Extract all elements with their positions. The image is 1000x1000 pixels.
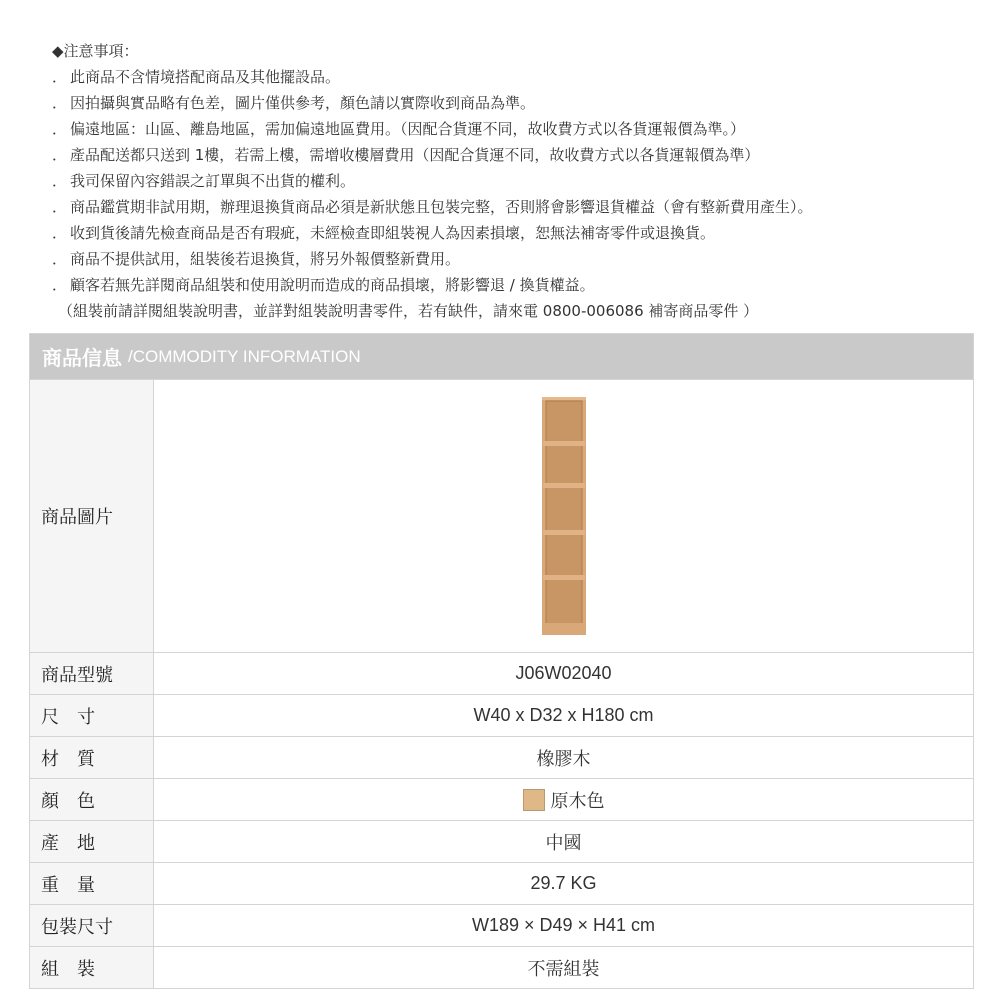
notice-item	[40, 272, 980, 298]
info-row-material	[30, 736, 973, 778]
bookshelf-image	[542, 397, 586, 635]
assembly-footnote: （組裝前請詳閱組裝說明書，並詳對組裝說明書零件，若有缺件，請來電 0800-006086 補寄商品零件 ）	[58, 302, 759, 320]
product-image-cell	[154, 380, 973, 652]
material-value: 橡膠木	[536, 748, 591, 769]
info-row-weight	[30, 862, 973, 904]
image-label: 商品圖片	[30, 380, 154, 652]
notice-heading: ◆注意事項：	[52, 42, 139, 60]
row-label: 顏 色	[30, 779, 154, 820]
size-value: W40 x D32 x H180 cm	[473, 705, 654, 725]
info-row-model	[30, 652, 973, 694]
row-label: 重 量	[30, 863, 154, 904]
notice-bullet: ．	[52, 68, 68, 86]
weight-value: 29.7 KG	[530, 873, 597, 893]
notice-section	[40, 38, 980, 324]
notice-item	[40, 168, 980, 194]
notice-item	[40, 246, 980, 272]
notice-item-text: 我司保留內容錯誤之訂單與不出貨的權利。	[70, 172, 356, 190]
image-row	[30, 379, 973, 652]
notice-item-text: 偏遠地區：山區、離島地區，需加偏遠地區費用。（因配合貨運不同，故收費方式以各貨運報價為準。）	[70, 120, 746, 138]
color-value: 原木色	[550, 790, 605, 811]
info-title-en: /COMMODITY INFORMATION	[128, 346, 361, 366]
color-cell	[154, 779, 973, 820]
notice-bullet: ．	[52, 120, 68, 138]
assembly-value: 不需組裝	[527, 958, 600, 979]
notice-item-text: 收到貨後請先檢查商品是否有瑕疵，未經檢查即組裝視人為因素損壞，恕無法補寄零件或退換貨。	[70, 224, 716, 242]
info-row-size	[30, 694, 973, 736]
notice-item	[40, 194, 980, 220]
package-size-value: W189 × D49 × H41 cm	[471, 915, 656, 935]
notice-bullet: ．	[52, 172, 68, 190]
row-label: 產 地	[30, 821, 154, 862]
notice-item	[40, 64, 980, 90]
notice-item-text: 因拍攝與實品略有色差，圖片僅供參考，顏色請以實際收到商品為準。	[70, 94, 536, 112]
notice-item-text: 產品配送都只送到 1樓，若需上樓，需增收樓層費用（因配合貨運不同，故收費方式以各貨運報價為準）	[70, 146, 760, 164]
commodity-info-table	[29, 333, 974, 989]
info-row-origin	[30, 820, 973, 862]
info-header	[30, 334, 973, 379]
origin-value: 中國	[545, 832, 582, 853]
color-swatch	[523, 789, 545, 811]
model-value: J06W02040	[515, 663, 612, 683]
info-title-zh: 商品信息	[42, 346, 122, 370]
notice-item	[40, 90, 980, 116]
notice-item-text: 商品鑑賞期非試用期，辦理退換貨商品必須是新狀態且包裝完整，否則將會影響退貨權益（會有整新費用產生）。	[70, 198, 813, 216]
info-row-color	[30, 778, 973, 820]
notice-item	[40, 220, 980, 246]
row-label: 包裝尺寸	[30, 905, 154, 946]
row-label: 材 質	[30, 737, 154, 778]
notice-item-text: 商品不提供試用，組裝後若退換貨，將另外報價整新費用。	[70, 250, 461, 268]
notice-item-text: 顧客若無先詳閱商品組裝和使用說明而造成的商品損壞，將影響退 / 換貨權益。	[70, 276, 595, 294]
notice-item	[40, 116, 980, 142]
notice-bullet: ．	[52, 276, 68, 294]
row-label: 組 裝	[30, 947, 154, 988]
notice-bullet: ．	[52, 146, 68, 164]
info-row-assembly	[30, 946, 973, 988]
notice-bullet: ．	[52, 198, 68, 216]
notice-item	[40, 142, 980, 168]
notice-bullet: ．	[52, 224, 68, 242]
notice-bullet: ．	[52, 250, 68, 268]
row-label: 尺 寸	[30, 695, 154, 736]
notice-bullet: ．	[52, 94, 68, 112]
info-row-package-size	[30, 904, 973, 946]
row-label: 商品型號	[30, 653, 154, 694]
notice-item-text: 此商品不含情境搭配商品及其他擺設品。	[70, 68, 341, 86]
